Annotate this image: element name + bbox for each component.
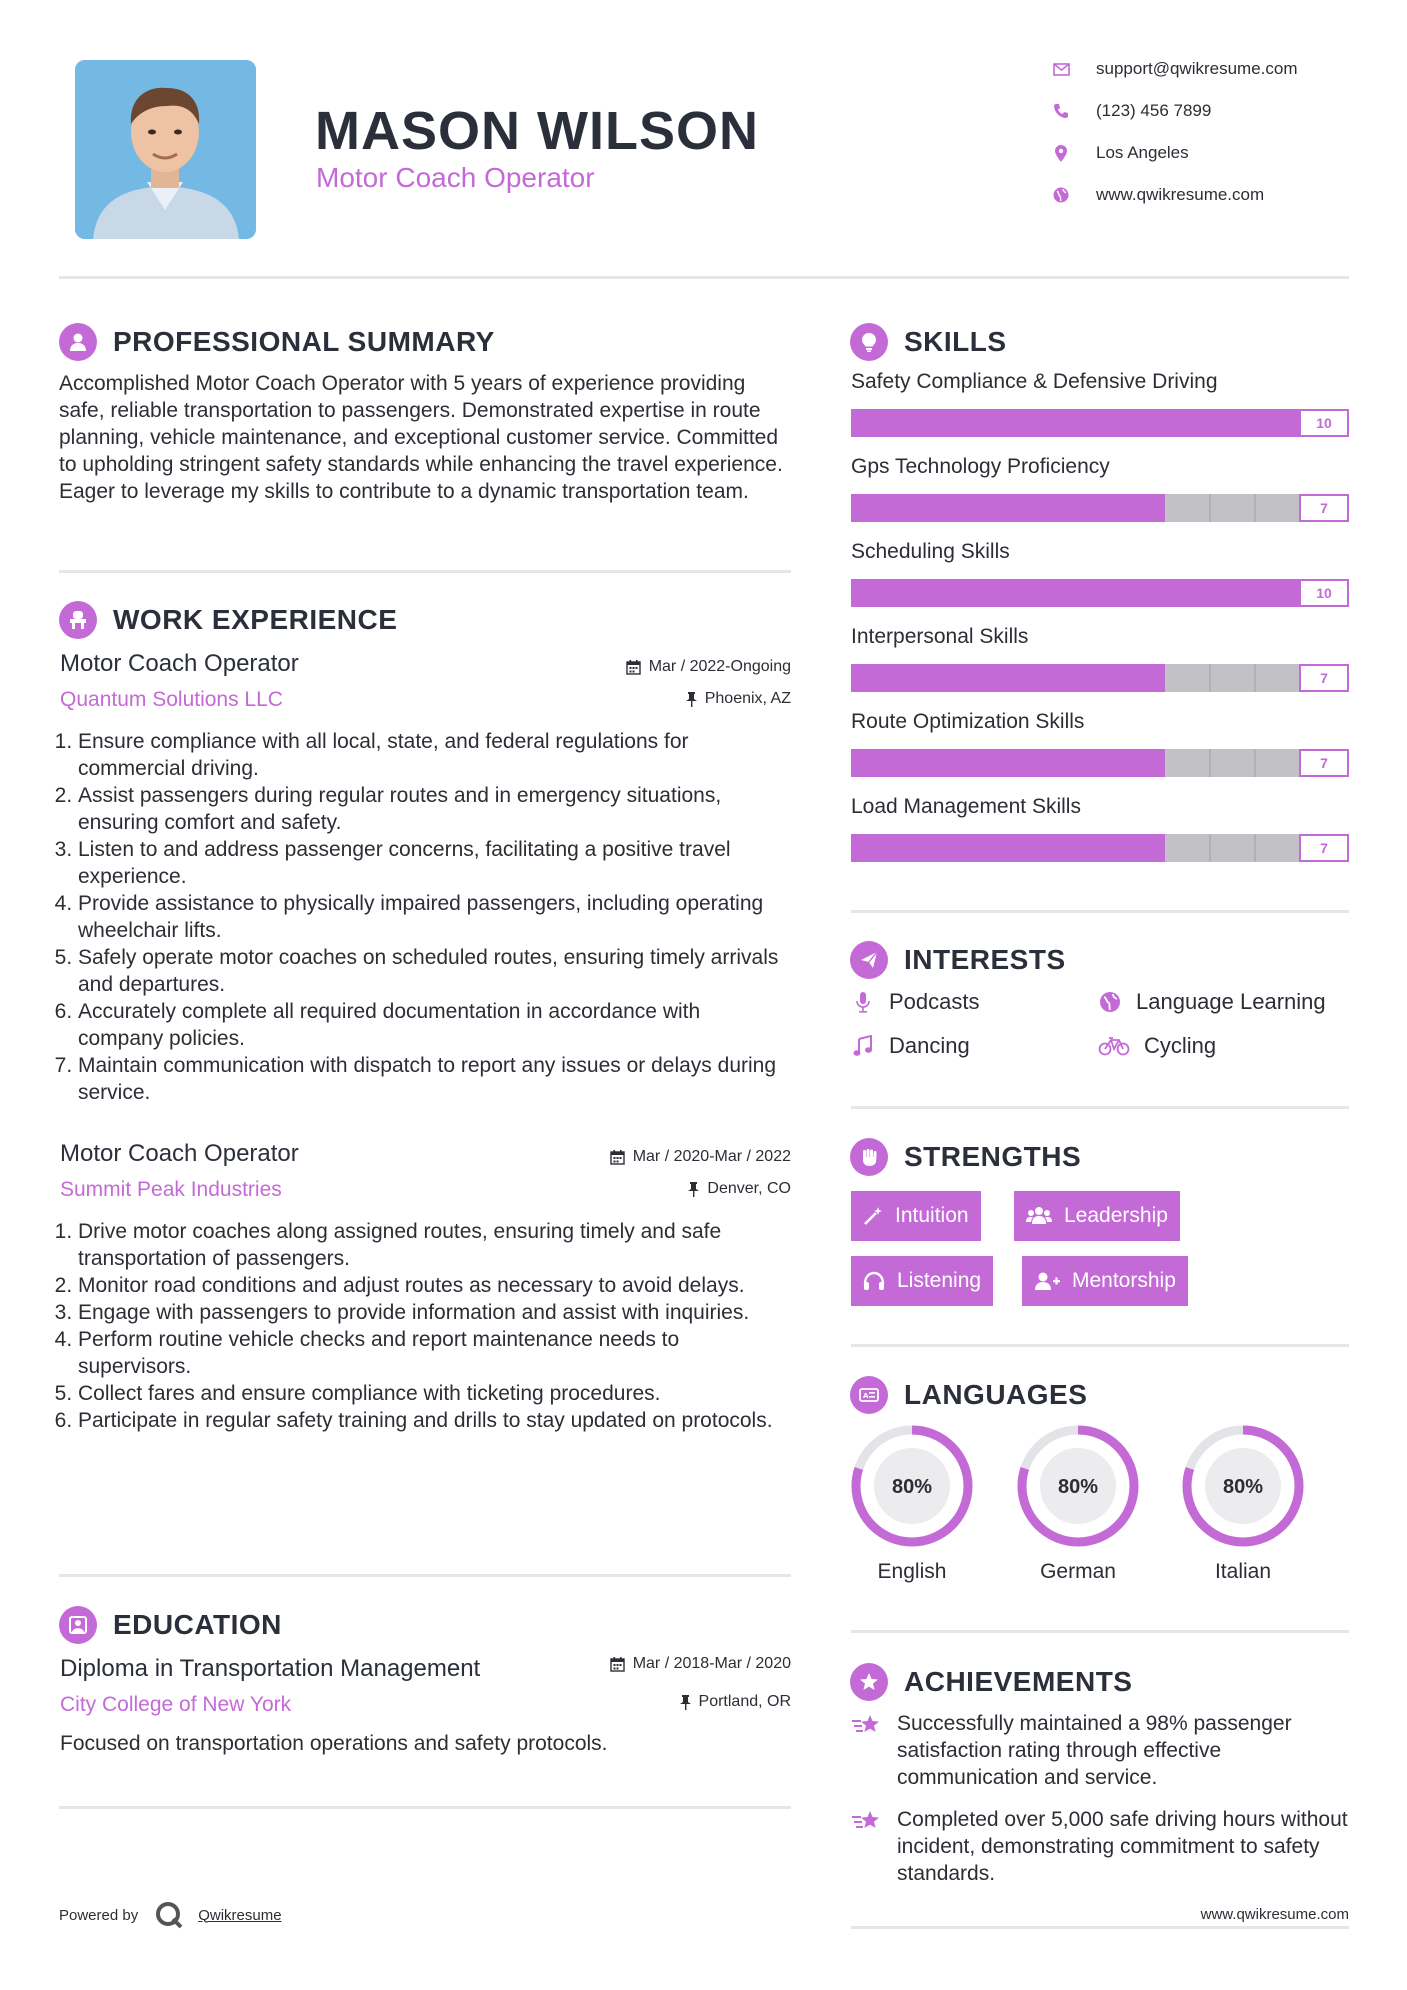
experience-title: WORK EXPERIENCE [113,604,398,635]
list-item: 3. Listen to and address passenger concerns, facilitating a positive travel experience. [78,836,790,890]
job-1-location [540,690,791,708]
language-name: German [1040,1560,1116,1583]
skill-label: Interpersonal Skills [851,625,1029,648]
language-ring-chart [1181,1424,1305,1548]
pushpin-icon [688,1182,699,1197]
contact-email[interactable] [1052,54,1372,84]
job-2-location [540,1180,791,1198]
skill-label: Gps Technology Proficiency [851,455,1110,478]
strength-label: Listening [897,1269,982,1292]
language-percent: 80% [891,1476,933,1498]
achievements-heading [850,1662,1132,1702]
job-2-company: Summit Peak Industries [60,1178,282,1201]
skills-title: SKILLS [904,326,1007,357]
skill-bar-fill [851,834,1165,862]
skill-bar-fill [851,409,1299,437]
achievement-text: Successfully maintained a 98% passenger satisfaction rating through effective communication and service. [897,1712,1292,1789]
strength-chip-leadership [1014,1191,1180,1241]
skill-bar [851,749,1349,777]
svg-text:A: A [863,1392,869,1400]
education-school: City College of New York [60,1693,292,1716]
education-location [540,1693,791,1711]
skill-bar-segment [1209,834,1211,862]
skill-bar-segment [1209,494,1211,522]
portrait-illustration [75,60,256,239]
strengths-divider [851,1344,1349,1347]
strength-label: Leadership [1064,1204,1168,1227]
experience-heading [59,600,397,640]
education-date-text: Mar / 2018-Mar / 2020 [632,1655,791,1672]
strength-chip-listening [851,1256,993,1306]
job-1-date-text: Mar / 2022-Ongoing [648,658,791,675]
magic-wand-icon [863,1206,883,1226]
contact-location-text: Los Angeles [1096,143,1189,162]
skill-bar-segment [1254,664,1256,692]
list-item: 6. Accurately complete all required documentation in accordance with company policies. [78,998,790,1052]
job-2-title: Motor Coach Operator [60,1140,299,1167]
education-title: EDUCATION [113,1609,282,1640]
skill-bar [851,834,1349,862]
interests-title: INTERESTS [904,944,1066,975]
experience-divider [59,1574,791,1577]
language-ring [1016,1424,1140,1548]
header-divider [59,276,1349,279]
skill-label: Route Optimization Skills [851,710,1085,733]
contact-phone[interactable] [1052,96,1372,126]
skill-level-badge: 10 [1299,409,1349,437]
list-item: 2. Monitor road conditions and adjust routes as necessary to avoid delays. [78,1272,790,1299]
language-name: Italian [1214,1560,1272,1583]
list-item: 1. Ensure compliance with all local, state, and federal regulations for commercial driving. [78,728,790,782]
calendar-icon [610,1150,625,1165]
location-pin-icon [1052,144,1070,162]
job-2-date-text: Mar / 2020-Mar / 2022 [632,1148,791,1165]
language-name: English [877,1560,947,1583]
skill-bar-fill [851,494,1165,522]
education-description: Focused on transportation operations and safety protocols. [60,1732,608,1755]
summary-heading [59,322,495,362]
job-1-title: Motor Coach Operator [60,650,299,677]
list-item: 4. Perform routine vehicle checks and report maintenance needs to supervisors. [78,1326,790,1380]
languages-heading [850,1375,1087,1415]
skill-bar [851,664,1349,692]
interest-label: Cycling [1144,1033,1217,1058]
language-percent: 80% [1222,1476,1264,1498]
summary-text: Accomplished Motor Coach Operator with 5 years of experience providing safe, reliable transportation to passengers. Demonstrated expertise in route planning, vehicle maintenance, and exceptional customer service. Committed to upholding stringent safety standards while enhancing the travel experience. Eager to leverage my skills to contribute to a dynamic transportation team. [59,372,783,503]
list-item: 1. Drive motor coaches along assigned routes, ensuring timely and safe transportation of passengers. [78,1218,790,1272]
candidate-title: Motor Coach Operator [316,162,595,193]
languages-title: LANGUAGES [904,1379,1088,1410]
footer-site[interactable]: www.qwikresume.com [1200,1906,1349,1923]
skill-bar-fill [851,664,1165,692]
summary-title: PROFESSIONAL SUMMARY [113,326,495,357]
skill-level-badge: 10 [1299,579,1349,607]
qwikresume-logo-icon [154,1900,184,1930]
list-item: 3. Engage with passengers to provide information and assist with inquiries. [78,1299,790,1326]
job-1-date [540,658,791,676]
interest-podcasts [851,989,980,1015]
interests-divider [851,1106,1349,1109]
skill-bar-segment [1254,834,1256,862]
job-1-bullets [60,728,790,1106]
job-1-company: Quantum Solutions LLC [60,688,283,711]
skill-label: Load Management Skills [851,795,1081,818]
graduation-icon [59,1606,97,1644]
achievement-text: Completed over 5,000 safe driving hours without incident, demonstrating commitment to safety standards. [897,1808,1348,1885]
education-heading [59,1605,282,1645]
calendar-icon [610,1657,625,1672]
globe-icon [1052,186,1070,204]
achievements-title: ACHIEVEMENTS [904,1666,1133,1697]
skill-bar-segment [1254,749,1256,777]
users-icon [1026,1206,1052,1226]
shooting-star-icon [851,1808,887,1887]
interest-label: Podcasts [889,989,980,1014]
contact-location [1052,138,1372,168]
user-icon [59,323,97,361]
bicycle-icon [1098,1036,1130,1056]
skill-bar-segment [1254,494,1256,522]
lightbulb-icon [850,323,888,361]
interest-label: Dancing [889,1033,970,1058]
skill-level-badge: 7 [1299,834,1349,862]
job-1-location-text: Phoenix, AZ [704,690,791,707]
skill-bar [851,409,1349,437]
interest-language-learning [1098,989,1326,1015]
interest-cycling [1098,1033,1216,1059]
job-2-bullets [60,1218,790,1434]
contact-email-text: support@qwikresume.com [1096,59,1298,78]
strength-chip-mentorship [1022,1256,1188,1306]
language-ring [1181,1424,1305,1548]
achievements-divider [851,1926,1349,1929]
skills-divider [851,910,1349,913]
skill-label: Scheduling Skills [851,540,1010,563]
globe-icon [1098,991,1122,1013]
list-item: 5. Collect fares and ensure compliance with ticketing procedures. [78,1380,790,1407]
strengths-title: STRENGTHS [904,1141,1082,1172]
strength-label: Intuition [895,1204,969,1227]
languages-divider [851,1630,1349,1633]
job-2-location-text: Denver, CO [707,1180,791,1197]
skill-bar [851,494,1349,522]
raised-fist-icon [850,1138,888,1176]
profile-photo [75,60,256,239]
contact-website-text: www.qwikresume.com [1096,185,1265,204]
skills-heading [850,322,1007,362]
strength-label: Mentorship [1072,1269,1176,1292]
skill-label: Safety Compliance & Defensive Driving [851,370,1218,393]
shooting-star-icon [851,1712,887,1791]
contact-website[interactable] [1052,180,1372,210]
interest-dancing [851,1033,970,1059]
interest-label: Language Learning [1136,989,1326,1014]
education-degree: Diploma in Transportation Management [60,1655,481,1682]
skill-level-badge: 7 [1299,494,1349,522]
music-note-icon [851,1035,875,1057]
skill-bar-fill [851,579,1299,607]
list-item: 6. Participate in regular safety training and drills to stay updated on protocols. [78,1407,790,1434]
powered-by-text: Powered by [59,1906,139,1924]
star-badge-icon [850,1663,888,1701]
language-percent: 80% [1057,1476,1099,1498]
skill-level-badge: 7 [1299,749,1349,777]
briefcase-icon [59,601,97,639]
footer-powered-by [59,1900,282,1930]
user-plus-icon [1034,1271,1060,1291]
qwikresume-link[interactable]: Qwikresume [198,1906,282,1924]
pushpin-icon [686,692,697,707]
list-item: 2. Assist passengers during regular routes and in emergency situations, ensuring comfort and safety. [78,782,790,836]
strengths-heading [850,1137,1081,1177]
language-card-icon [850,1376,888,1414]
skill-bar-fill [851,749,1165,777]
education-date [540,1655,791,1673]
envelope-icon [1052,60,1070,78]
paper-plane-icon [850,941,888,979]
education-location-text: Portland, OR [698,1693,791,1710]
candidate-name: MASON WILSON [315,101,759,161]
microphone-icon [851,991,875,1013]
phone-icon [1052,102,1070,120]
interests-heading [850,940,1066,980]
headphones-icon [863,1271,885,1291]
job-2-date [540,1148,791,1166]
language-ring-chart [1016,1424,1140,1548]
summary-divider [59,570,791,573]
achievement-item [851,1806,1351,1887]
list-item: 4. Provide assistance to physically impaired passengers, including operating wheelchair lifts. [78,890,790,944]
list-item: 5. Safely operate motor coaches on scheduled routes, ensuring timely arrivals and departures. [78,944,790,998]
strength-chip-intuition [851,1191,981,1241]
pushpin-icon [680,1695,691,1710]
achievement-item [851,1710,1351,1791]
list-item: 7. Maintain communication with dispatch to report any issues or delays during service. [78,1052,790,1106]
skill-bar-segment [1209,749,1211,777]
skill-level-badge: 7 [1299,664,1349,692]
skill-bar [851,579,1349,607]
language-ring-chart [850,1424,974,1548]
language-ring [850,1424,974,1548]
calendar-icon [626,660,641,675]
contact-phone-text: (123) 456 7899 [1096,101,1212,120]
education-divider [59,1806,791,1809]
skill-bar-segment [1209,664,1211,692]
